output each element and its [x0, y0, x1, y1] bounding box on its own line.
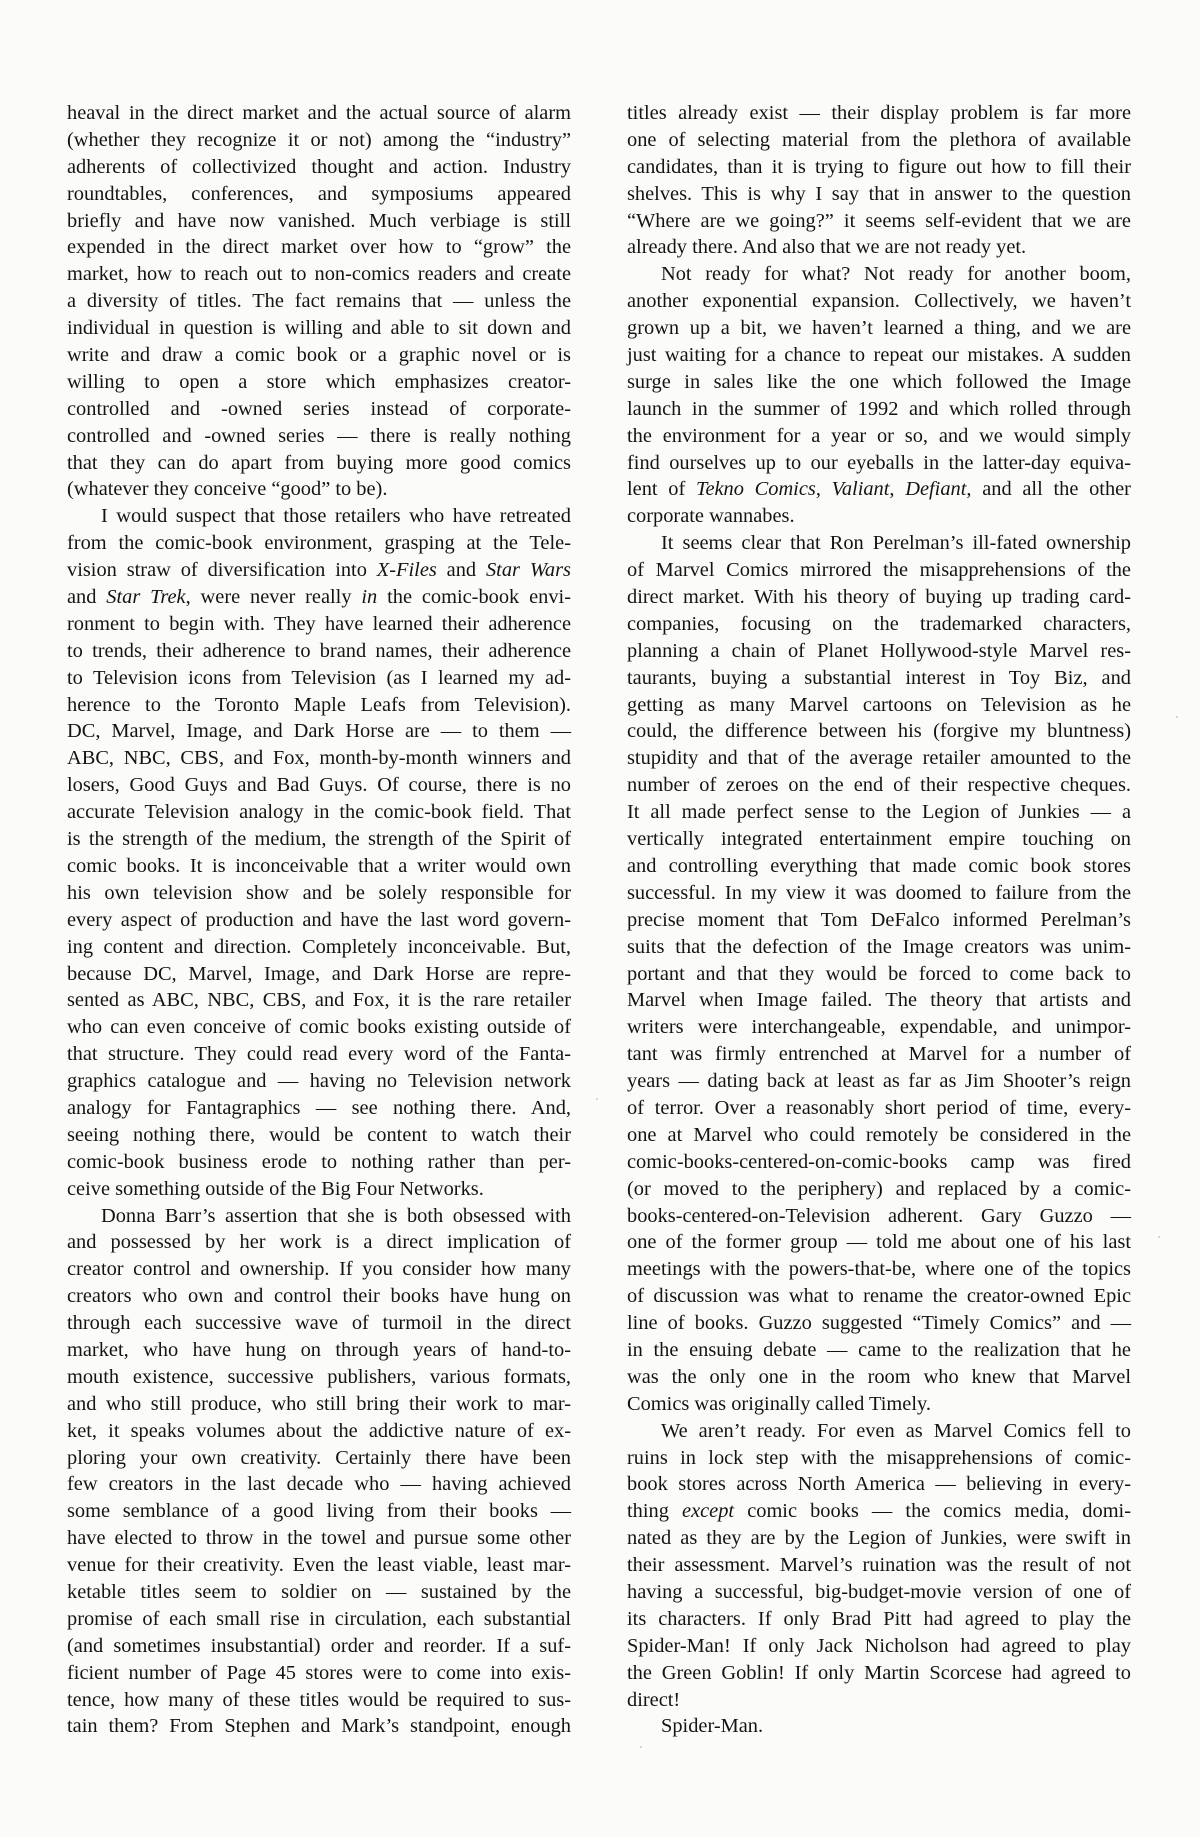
text-line: vision straw of diversification into X-Files and Star Wars — [67, 559, 571, 582]
text-line: is the strength of the medium, the strength of the Spirit of — [67, 828, 571, 851]
text-line: some semblance of a good living from their books — — [67, 1500, 571, 1523]
text-line: accurate Television analogy in the comic-book field. That — [67, 801, 571, 824]
text-line: tant was firmly entrenched at Marvel for a number of — [627, 1043, 1131, 1066]
text-line: creators who own and control their books have hung on — [67, 1285, 571, 1308]
text-line: Comics was originally called Timely. — [627, 1392, 931, 1415]
text-line: every aspect of production and have the last word govern- — [67, 908, 571, 931]
text-line: who can even conceive of comic books existing outside of — [67, 1016, 571, 1039]
text-line: that they can do apart from buying more good comics — [67, 451, 571, 474]
text-line: seeing nothing there, would be content to watch their — [67, 1123, 571, 1146]
text-line: precise moment that Tom DeFalco informed Perelman’s — [627, 908, 1131, 931]
text-line: stupidity and that of the average retailer amounted to the — [627, 747, 1131, 770]
text-line: to Television icons from Television (as I learned my ad- — [67, 666, 571, 689]
paragraph-first-line: Donna Barr’s assertion that she is both obsessed with — [101, 1204, 571, 1227]
text-line: years — dating back at least as far as Jim Shooter’s reign — [627, 1070, 1131, 1093]
text-line: sented as ABC, NBC, CBS, and Fox, it is the rare retailer — [67, 989, 571, 1012]
text-line: controlled and -owned series — there is really nothing — [67, 424, 571, 447]
text-line: herence to the Toronto Maple Leafs from Television). — [67, 693, 571, 716]
text-line: roundtables, conferences, and symposiums appeared — [67, 182, 571, 205]
text-line: and possessed by her work is a direct implication of — [67, 1231, 571, 1254]
text-line: briefly and have now vanished. Much verbiage is still — [67, 209, 571, 232]
paragraph-first-line: I would suspect that those retailers who have retreated — [101, 505, 571, 528]
text-line: comic-book business erode to nothing rather than per- — [67, 1150, 571, 1173]
text-line: shelves. This is why I say that in answer to the question — [627, 182, 1131, 205]
text-line: nated as they are by the Legion of Junkies, were swift in — [627, 1527, 1131, 1550]
text-line: that structure. They could read every word of the Fanta- — [67, 1043, 571, 1066]
text-line: ceive something outside of the Big Four Networks. — [67, 1177, 484, 1200]
text-line: promise of each small rise in circulation, each substantial — [67, 1607, 571, 1630]
text-line: in the ensuing debate — came to the realization that he — [627, 1338, 1131, 1361]
text-line: suits that the defection of the Image creators was unim- — [627, 935, 1131, 958]
text-line: individual in question is willing and able to sit down and — [67, 317, 571, 340]
text-line: (and sometimes insubstantial) order and reorder. If a suf- — [67, 1634, 571, 1657]
text-line: (whatever they conceive “good” to be). — [67, 478, 388, 501]
text-line: books-centered-on-Television adherent. Gary Guzzo — — [627, 1204, 1131, 1227]
text-line: was the only one in the room who knew that Marvel — [627, 1365, 1131, 1388]
text-line: planning a chain of Planet Hollywood-style Marvel res- — [627, 639, 1131, 662]
text-line: and who still produce, who still bring their work to mar- — [67, 1392, 571, 1415]
text-line: (whether they recognize it or not) among the “industry” — [67, 128, 571, 151]
text-line: ficient number of Page 45 stores were to come into exis- — [67, 1661, 571, 1684]
text-line: candidates, than it is trying to figure out how to fill their — [627, 155, 1131, 178]
text-line: the environment for a year or so, and we would simply — [627, 424, 1131, 447]
text-line: another exponential expansion. Collectively, we haven’t — [627, 290, 1131, 313]
text-line: lent of Tekno Comics, Valiant, Defiant, and all the other — [627, 478, 1131, 501]
text-line: willing to open a store which emphasizes creator- — [67, 370, 571, 393]
text-line: and controlling everything that made comic book stores — [627, 854, 1131, 877]
text-line: creator control and ownership. If you consider how many — [67, 1258, 571, 1281]
print-speck — [1158, 1236, 1160, 1238]
text-line: just waiting for a chance to repeat our mistakes. A sudden — [627, 344, 1131, 367]
text-line: taurants, buying a substantial interest in Toy Biz, and — [627, 666, 1131, 689]
text-line: book stores across North America — believing in every- — [627, 1473, 1131, 1496]
text-line: ABC, NBC, CBS, and Fox, month-by-month winners and — [67, 747, 571, 770]
text-line: portant and that they would be forced to come back to — [627, 962, 1131, 985]
text-line: having a successful, big-budget-movie version of one of — [627, 1580, 1131, 1603]
text-line: of Marvel Comics mirrored the misapprehensions of the — [627, 559, 1131, 582]
text-line: and Star Trek, were never really in the comic-book envi- — [67, 586, 571, 609]
text-line: few creators in the last decade who — having achieved — [67, 1473, 571, 1496]
text-line: could, the difference between his (forgive my bluntness) — [627, 720, 1131, 743]
text-line: comic-books-centered-on-comic-books camp was fired — [627, 1150, 1131, 1173]
print-speck — [596, 1098, 598, 1100]
text-line: companies, focusing on the trademarked characters, — [627, 612, 1131, 635]
text-line: find ourselves up to our eyeballs in the latter-day equiva- — [627, 451, 1131, 474]
text-line: because DC, Marvel, Image, and Dark Horse are repre- — [67, 962, 571, 985]
text-line: launch in the summer of 1992 and which rolled through — [627, 397, 1131, 420]
text-column-left — [67, 100, 571, 1740]
text-line: the Green Goblin! If only Martin Scorcese had agreed to — [627, 1661, 1131, 1684]
text-line: It all made perfect sense to the Legion of Junkies — a — [627, 801, 1131, 824]
text-line: corporate wannabes. — [627, 505, 795, 528]
paragraph-first-line: It seems clear that Ron Perelman’s ill-fated ownership — [661, 532, 1131, 555]
paragraph-first-line: We aren’t ready. For even as Marvel Comics fell to — [661, 1419, 1131, 1442]
text-line: direct! — [627, 1688, 681, 1711]
text-line: line of books. Guzzo suggested “Timely Comics” and — — [627, 1312, 1131, 1335]
text-line: DC, Marvel, Image, and Dark Horse are — to them — — [67, 720, 571, 743]
text-line: direct market. With his theory of buying up trading card- — [627, 586, 1131, 609]
text-line: to trends, their adherence to brand names, their adherence — [67, 639, 571, 662]
text-line: venue for their creativity. Even the least viable, least mar- — [67, 1554, 571, 1577]
text-line: titles already exist — their display problem is far more — [627, 102, 1131, 124]
text-line: ploring your own creativity. Certainly there have been — [67, 1446, 571, 1469]
text-line: adherents of collectivized thought and action. Industry — [67, 155, 571, 178]
text-line: (or moved to the periphery) and replaced by a comic- — [627, 1177, 1131, 1200]
paragraph-first-line: Not ready for what? Not ready for another boom, — [661, 263, 1131, 286]
text-line: ket, it speaks volumes about the addictive nature of ex- — [67, 1419, 571, 1442]
text-line: through each successive wave of turmoil in the direct — [67, 1312, 571, 1335]
text-line: their assessment. Marvel’s ruination was the result of not — [627, 1554, 1131, 1577]
text-line: one at Marvel who could remotely be considered in the — [627, 1123, 1131, 1146]
paragraph-first-line: Spider-Man. — [661, 1715, 764, 1738]
text-line: its characters. If only Brad Pitt had agreed to play the — [627, 1607, 1131, 1630]
text-line: one of selecting material from the plethora of available — [627, 128, 1131, 151]
text-line: Spider-Man! If only Jack Nicholson had agreed to play — [627, 1634, 1131, 1657]
text-line: surge in sales like the one which followed the Image — [627, 370, 1131, 393]
text-line: from the comic-book environment, grasping at the Tele- — [67, 532, 571, 555]
text-line: getting as many Marvel cartoons on Television as he — [627, 693, 1131, 716]
text-line: ronment to begin with. They have learned their adherence — [67, 612, 571, 635]
text-line: of discussion was what to rename the creator-owned Epic — [627, 1285, 1131, 1308]
text-line: vertically integrated entertainment empire touching on — [627, 828, 1131, 851]
text-line: ruins in lock step with the misapprehensions of comic- — [627, 1446, 1131, 1469]
text-line: tence, how many of these titles would be required to sus- — [67, 1688, 571, 1711]
text-line: thing except comic books — the comics media, domi- — [627, 1500, 1132, 1523]
text-line: meetings with the powers-that-be, where one of the topics — [627, 1258, 1131, 1281]
print-speck — [640, 1746, 642, 1748]
text-line: ketable titles seem to soldier on — sustained by the — [67, 1580, 571, 1603]
text-line: market, how to reach out to non-comics readers and create — [67, 263, 571, 286]
text-line: of terror. Over a reasonably short period of time, every- — [627, 1096, 1131, 1119]
text-line: Marvel when Image failed. The theory that artists and — [627, 989, 1131, 1012]
text-line: number of zeroes on the end of their respective cheques. — [627, 774, 1131, 797]
text-line: his own television show and be solely responsible for — [67, 881, 571, 904]
text-line: successful. In my view it was doomed to failure from the — [627, 881, 1131, 904]
text-line: tain them? From Stephen and Mark’s standpoint, enough — [67, 1715, 571, 1738]
text-line: market, who have hung on through years of hand-to- — [67, 1338, 571, 1361]
text-line: graphics catalogue and — having no Television network — [67, 1070, 571, 1093]
text-line: comic books. It is inconceivable that a writer would own — [67, 854, 571, 877]
text-line: expended in the direct market over how to “grow” the — [67, 236, 571, 259]
text-line: a diversity of titles. The fact remains that — unless the — [67, 290, 571, 313]
text-line: already there. And also that we are not ready yet. — [627, 236, 1027, 259]
text-column-right — [627, 100, 1131, 1740]
text-line: grown up a bit, we haven’t learned a thing, and we are — [627, 317, 1131, 340]
print-speck — [1176, 716, 1178, 718]
text-line: one of the former group — told me about one of his last — [627, 1231, 1131, 1254]
text-line: writers were interchangeable, expendable, and unimpor- — [627, 1016, 1131, 1039]
text-line: “Where are we going?” it seems self-evident that we are — [627, 209, 1131, 232]
text-line: analogy for Fantagraphics — see nothing there. And, — [67, 1096, 571, 1119]
text-line: ing content and direction. Completely inconceivable. But, — [67, 935, 571, 958]
text-line: mouth existence, successive publishers, various formats, — [67, 1365, 571, 1388]
text-line: controlled and -owned series instead of corporate- — [67, 397, 571, 420]
text-line: have elected to throw in the towel and pursue some other — [67, 1527, 571, 1550]
text-line: losers, Good Guys and Bad Guys. Of course, there is no — [67, 774, 571, 797]
text-line: write and draw a comic book or a graphic novel or is — [67, 344, 571, 367]
text-line: heaval in the direct market and the actual source of alarm — [67, 102, 571, 124]
